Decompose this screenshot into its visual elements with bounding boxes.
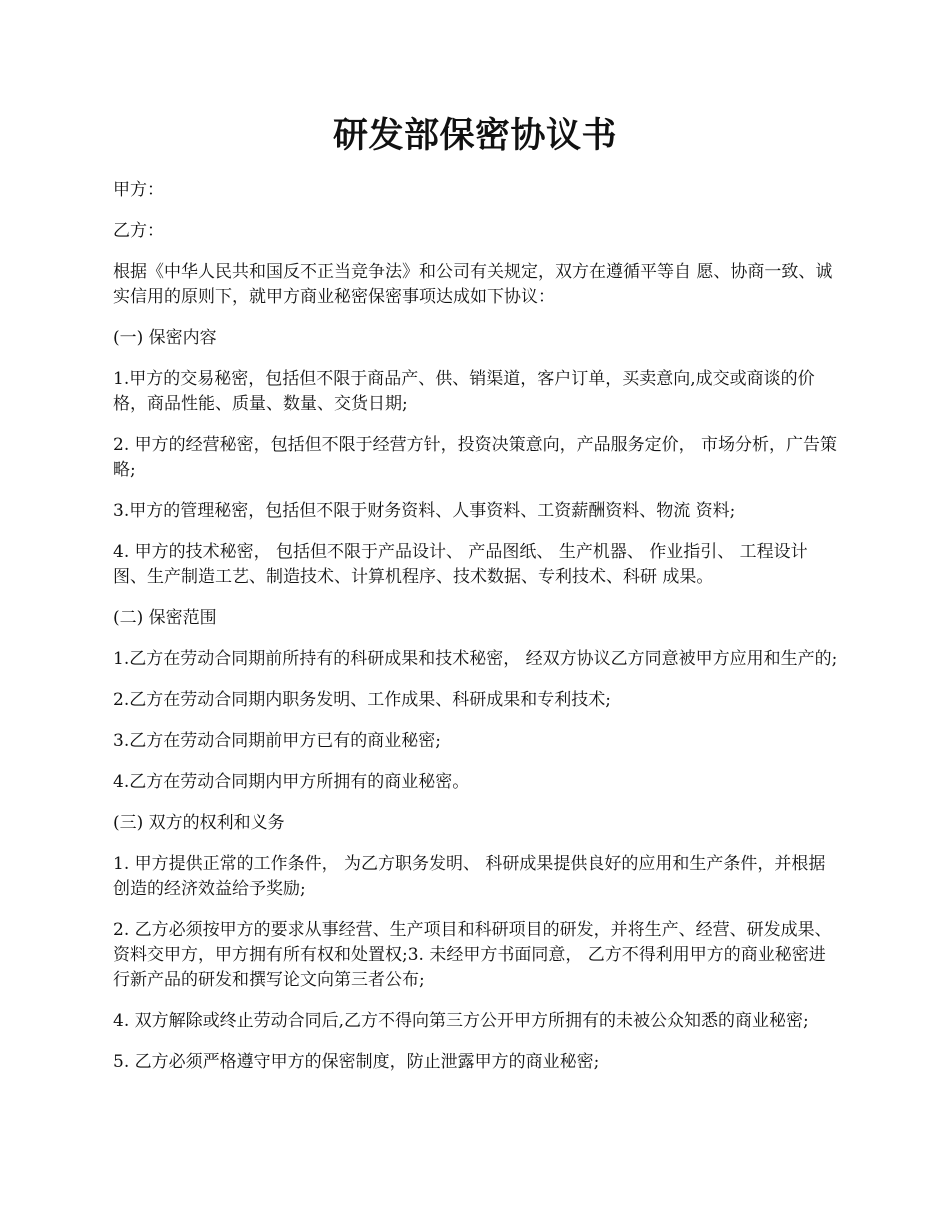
clause-paragraph: 3.甲方的管理秘密，包括但不限于财务资料、人事资料、工资薪酬资料、物流 资料;	[113, 501, 736, 521]
clause-paragraph: 2. 甲方的经营秘密，包括但不限于经营方针，投资决策意向，产品服务定价， 市场分析，广告策略;	[113, 435, 838, 480]
clause-paragraph: 2.乙方在劳动合同期内职务发明、工作成果、科研成果和专利技术;	[113, 690, 611, 710]
party-a-line: 甲方：	[113, 180, 164, 200]
clause-paragraph: 5. 乙方必须严格遵守甲方的保密制度，防止泄露甲方的商业秘密;	[113, 1052, 600, 1072]
section-heading-confidential-scope: (二) 保密范围	[113, 608, 217, 628]
document-body	[113, 178, 841, 1091]
clause-paragraph: 1. 甲方提供正常的工作条件， 为乙方职务发明、 科研成果提供良好的应用和生产条件，并根据创造的经济效益给予奖励;	[113, 854, 826, 899]
clause-paragraph: 4.乙方在劳动合同期内甲方所拥有的商业秘密。	[113, 772, 470, 792]
clause-paragraph: 1.甲方的交易秘密，包括但不限于商品产、供、销渠道，客户订单，买卖意向,成交或商谈的价格，商品性能、质量、数量、交货日期;	[113, 369, 815, 414]
clause-paragraph: 3.乙方在劳动合同期前甲方已有的商业秘密;	[113, 731, 441, 751]
clause-paragraph: 2. 乙方必须按甲方的要求从事经营、生产项目和科研项目的研发，并将生产、经营、研发成果、资料交甲方，甲方拥有所有权和处置权;3. 未经甲方书面同意， 乙方不得利用甲方的商业秘密进行新产品的研发和撰写论文向第三者公布;	[113, 920, 832, 990]
clause-paragraph: 4. 甲方的技术秘密， 包括但不限于产品设计、 产品图纸、 生产机器、 作业指引、 工程设计图、生产制造工艺、制造技术、计算机程序、技术数据、专利技术、科研 成果。	[113, 542, 808, 587]
section-heading-confidential-content: (一) 保密内容	[113, 328, 217, 348]
preamble-paragraph: 根据《中华人民共和国反不正当竞争法》和公司有关规定，双方在遵循平等自 愿、协商一致、诚实信用的原则下，就甲方商业秘密保密事项达成如下协议：	[113, 262, 833, 307]
party-b-line: 乙方：	[113, 221, 164, 241]
section-heading-rights-obligations: (三) 双方的权利和义务	[113, 813, 285, 833]
clause-paragraph: 1.乙方在劳动合同期前所持有的科研成果和技术秘密， 经双方协议乙方同意被甲方应用和生产的;	[113, 649, 838, 669]
clause-paragraph: 4. 双方解除或终止劳动合同后,乙方不得向第三方公开甲方所拥有的未被公众知悉的商业秘密;	[113, 1011, 809, 1031]
document-title: 研发部保密协议书	[332, 115, 617, 156]
